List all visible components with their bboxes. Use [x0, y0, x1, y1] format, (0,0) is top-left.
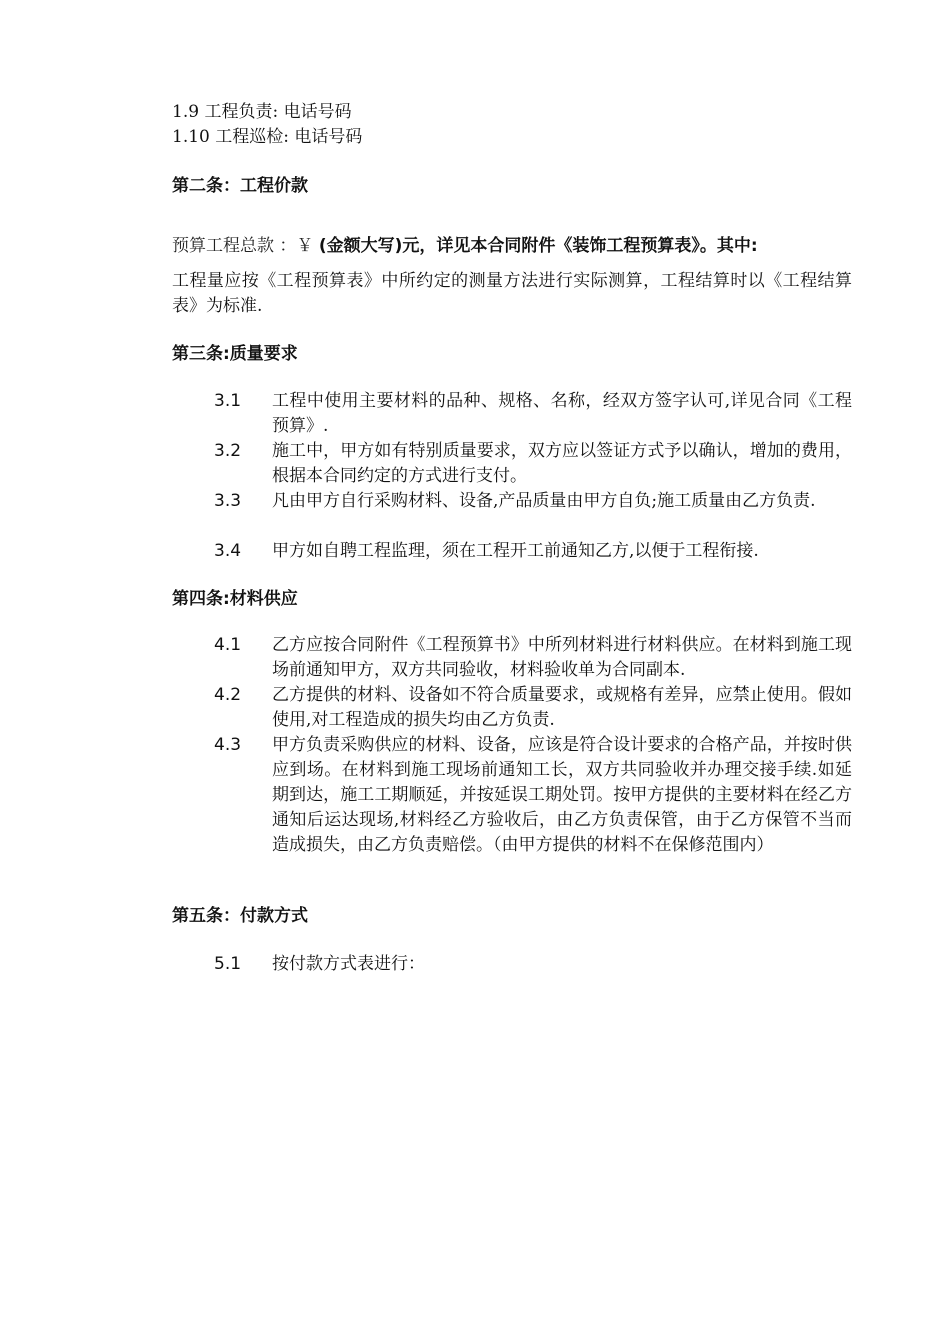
budget-total-line [172, 234, 758, 258]
clause-text: 乙方提供的材料、设备如不符合质量要求，或规格有差异，应禁止使用。假如使用,对工程造成的损失均由乙方负责. [272, 685, 852, 730]
clause-text: 甲方负责采购供应的材料、设备，应该是符合设计要求的合格产品，并按时供应到场。在材料到施工现场前通知工长，双方共同验收并办理交接手续.如延期到达，施工工期顺延，并按延误工期处罚。按甲方提供的主要材料在经乙方通知后运达现场,材料经乙方验收后，由乙方负责保管，由于乙方保管不当而造成损失，由乙方负责赔偿。（由甲方提供的材料不在保修范围内） [272, 735, 852, 855]
clause-1-9: 1.9 工程负责: 电话号码 [172, 102, 352, 122]
clause-number: 3.1 [214, 391, 242, 411]
section-2-heading: 第二条：工程价款 [172, 176, 308, 196]
clause-number: 5.1 [214, 954, 242, 974]
clause-number: 4.3 [214, 735, 242, 755]
clause-text: 凡由甲方自行采购材料、设备,产品质量由甲方自负;施工质量由乙方负责. [272, 491, 816, 511]
clause-text: 甲方如自聘工程监理，须在工程开工前通知乙方,以便于工程衔接. [272, 541, 759, 561]
section-5-heading: 第五条：付款方式 [172, 906, 308, 926]
clause-text: 工程中使用主要材料的品种、规格、名称，经双方签字认可,详见合同《工程预算》. [272, 391, 852, 436]
clause-number: 4.2 [214, 685, 242, 705]
measurement-paragraph: 工程量应按《工程预算表》中所约定的测量方法进行实际测算，工程结算时以《工程结算表》为标准. [172, 271, 852, 316]
section-4-heading: 第四条:材料供应 [172, 589, 298, 609]
clause-number: 3.2 [214, 441, 242, 461]
clause-text: 按付款方式表进行： [272, 954, 425, 974]
section-3-heading: 第三条:质量要求 [172, 344, 298, 364]
clause-number: 4.1 [214, 635, 242, 655]
budget-main: (金额大写)元，详见本合同附件《装饰工程预算表》。其中: [318, 236, 758, 256]
budget-prefix: 预算工程总款 ：￥ [172, 236, 319, 256]
clause-number: 3.3 [214, 491, 242, 511]
clause-text: 乙方应按合同附件《工程预算书》中所列材料进行材料供应。在材料到施工现场前通知甲方，双方共同验收，材料验收单为合同副本. [272, 635, 852, 680]
clause-text: 施工中，甲方如有特别质量要求，双方应以签证方式予以确认，增加的费用，根据本合同约定的方式进行支付。 [272, 441, 852, 486]
clause-number: 3.4 [214, 541, 242, 561]
clause-1-10: 1.10 工程巡检: 电话号码 [172, 127, 363, 147]
